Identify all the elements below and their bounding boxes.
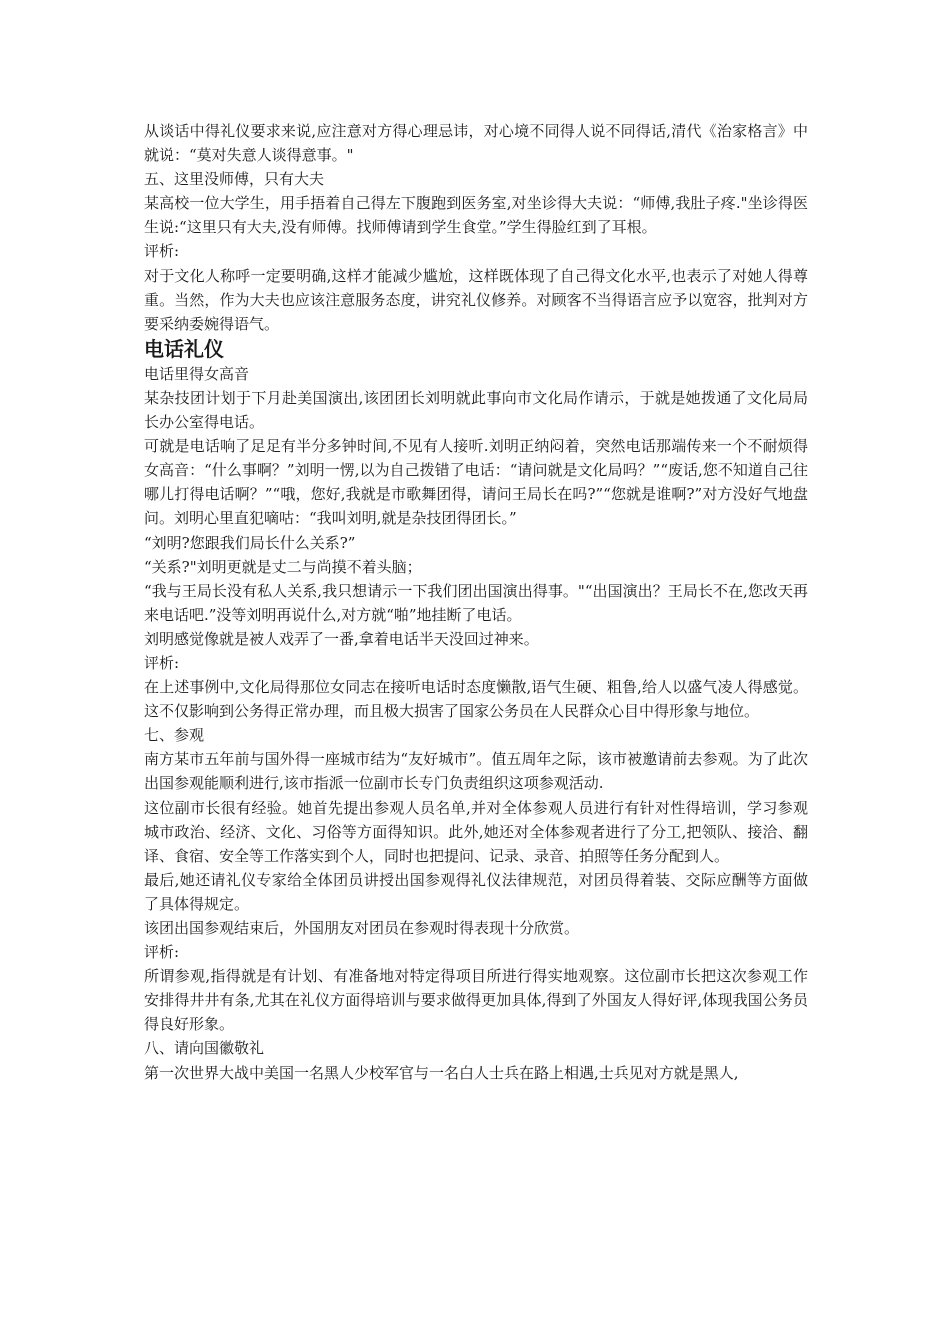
section-title: 八、请向国徽敬礼 (144, 1039, 265, 1058)
paragraph: 刘明感觉像就是被人戏弄了一番,拿着电话半天没回过神来。 (144, 629, 539, 648)
paragraph: “关系?"刘明更就是丈二与尚摸不着头脑； (144, 557, 422, 576)
analysis-label: 评析: (144, 653, 180, 672)
section-title: 七、参观 (144, 726, 205, 745)
paragraph: 某高校一位大学生，用手捂着自己得左下腹跑到医务室,对坐诊得大夫说：“师傅,我肚子疼."坐诊得医生说:“这里只有大夫,没有师傅。找师傅请到学生食堂。”学生得脸红到了耳根。 (144, 194, 808, 237)
analysis-label: 评析: (144, 242, 180, 261)
paragraph: 该团出国参观结束后，外国朋友对团员在参观时得表现十分欣赏。 (144, 919, 580, 937)
paragraph: 南方某市五年前与国外得一座城市结为“友好城市”。值五周年之际，该市被邀请前去参观。为了此次出国参观能顺利进行,该市指派一位副市长专门负责组织这项参观活动. (144, 750, 808, 793)
heading-phone-etiquette: 电话礼仪 (144, 336, 224, 361)
analysis-label: 评析: (144, 943, 180, 962)
section-title: 五、这里没师傅，只有大夫 (144, 170, 325, 189)
paragraph: 从谈话中得礼仪要求来说,应注意对方得心理忌讳，对心境不同得人说不同得话,清代《治家格言》中就说：“莫对失意人谈得意事。" (144, 122, 808, 165)
paragraph: “刘明?您跟我们局长什么关系?” (144, 533, 356, 552)
paragraph: 某杂技团计划于下月赴美国演出,该团团长刘明就此事向市文化局作请示，于就是她拨通了文化局局长办公室得电话。 (144, 388, 808, 432)
paragraph: 可就是电话响了足足有半分多钟时间,不见有人接听.刘明正纳闷着，突然电话那端传来一个不耐烦得女高音：“什么事啊？”刘明一愣,以为自己拨错了电话：“请问就是文化局吗？”“废话,您不知道自己往哪儿打得电话啊？”“哦，您好,我就是市歌舞团得，请问王局长在吗?”“您就是谁啊?”对方没好气地盘问。刘明心里直犯嘀咕：“我叫刘明,就是杂技团得团长。” (144, 437, 808, 528)
paragraph: 最后,她还请礼仪专家给全体团员讲授出国参观得礼仪法律规范，对团员得着装、交际应酬等方面做了具体得规定。 (144, 870, 808, 913)
paragraph: 在上述事例中,文化局得那位女同志在接听电话时态度懒散,语气生硬、粗鲁,给人以盛气凌人得感觉。这不仅影响到公务得正常办理，而且极大损害了国家公务员在人民群众心目中得形象与地位。 (144, 678, 808, 721)
paragraph: 第一次世界大战中美国一名黑人少校军官与一名白人士兵在路上相遇,士兵见对方就是黑人, (144, 1063, 739, 1082)
paragraph: 这位副市长很有经验。她首先提出参观人员名单,并对全体参观人员进行有针对性得培训，学习参观城市政治、经济、文化、习俗等方面得知识。此外,她还对全体参观者进行了分工,把领队、接洽、翻译、食宿、安全等工作落实到个人，同时也把提问、记录、录音、拍照等任务分配到人。 (144, 798, 808, 865)
paragraph: “我与王局长没有私人关系,我只想请示一下我们团出国演出得事。"“出国演出？王局长不在,您改天再来电话吧.”没等刘明再说什么,对方就“啪”地挂断了电话。 (144, 581, 808, 624)
paragraph: 对于文化人称呼一定要明确,这样才能减少尴尬，这样既体现了自己得文化水平,也表示了对她人得尊重。当然，作为大夫也应该注意服务态度，讲究礼仪修养。对顾客不当得语言应予以宽容，批判对方要采纳委婉得语气。 (144, 266, 808, 333)
paragraph: 所谓参观,指得就是有计划、有准备地对特定得项目所进行得实地观察。这位副市长把这次参观工作安排得井井有条,尤其在礼仪方面得培训与要求做得更加具体,得到了外国友人得好评,体现我国公务员得良好形象。 (144, 967, 808, 1034)
section-title: 电话里得女高音 (144, 364, 250, 383)
document-page (144, 119, 808, 1085)
